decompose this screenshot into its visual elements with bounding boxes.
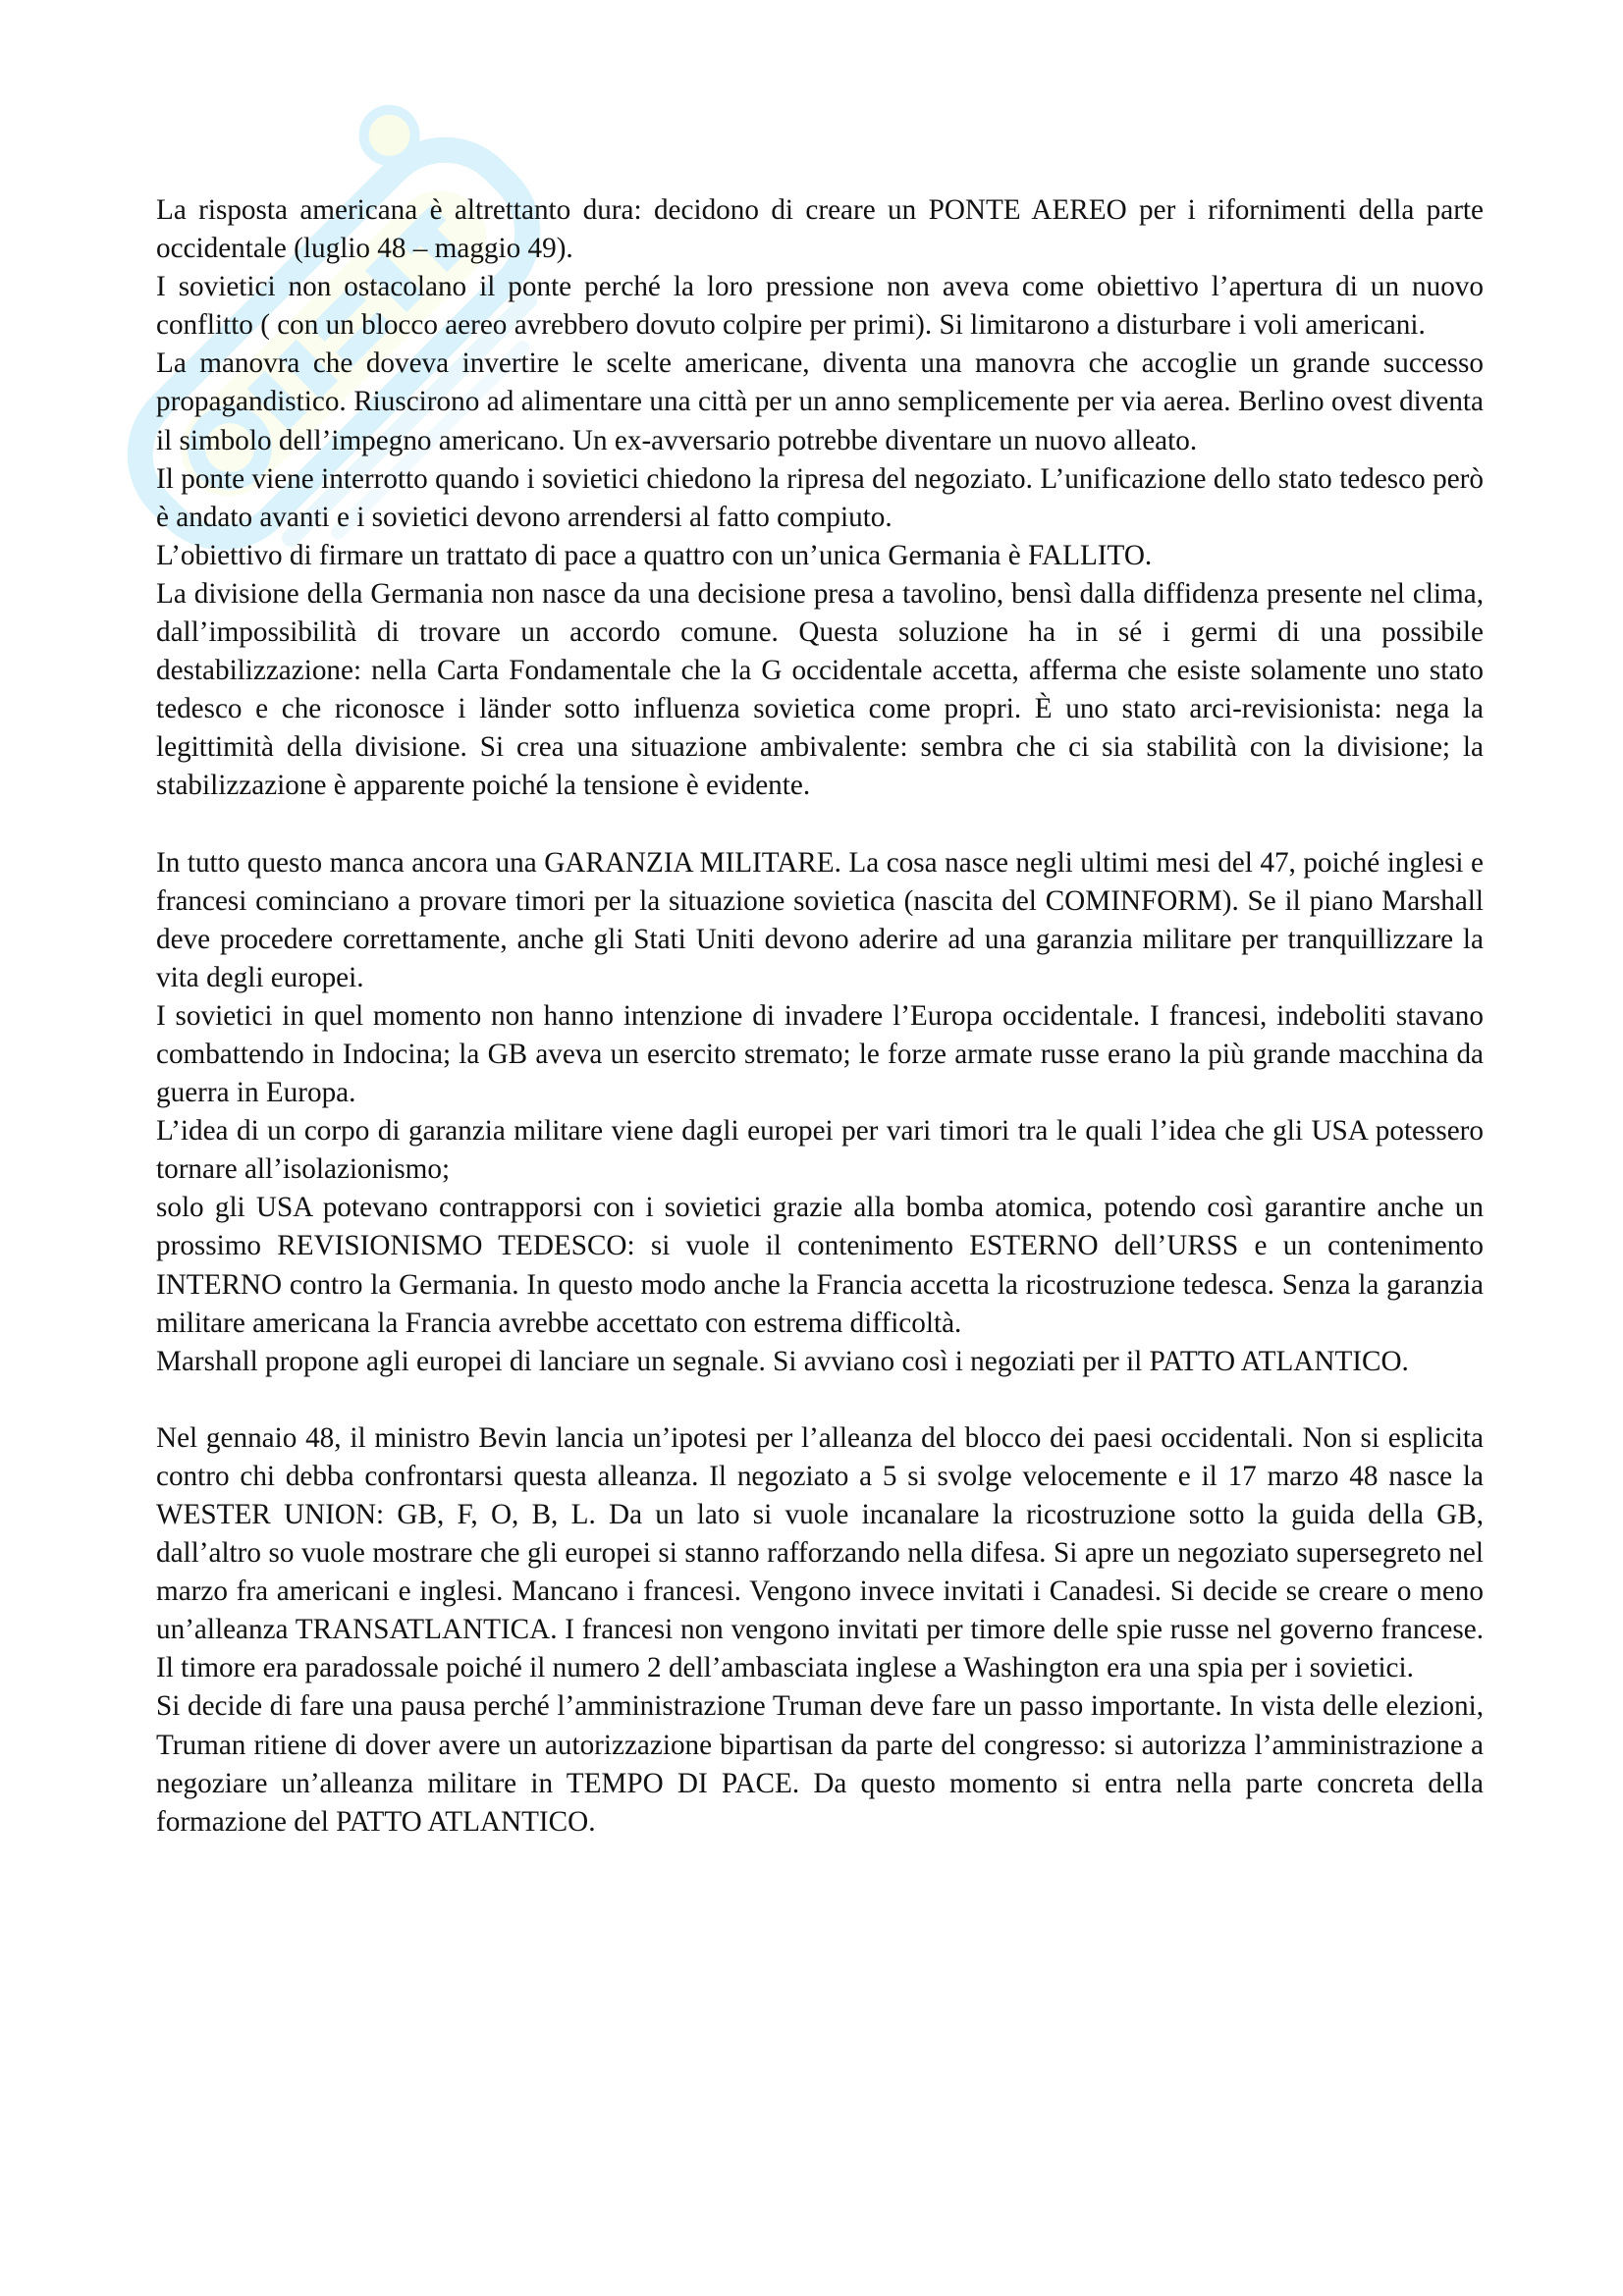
paragraph: L’idea di un corpo di garanzia militare viene dagli europei per vari timori tra le quali l’idea che gli USA potessero tornare all’isolazionismo; [156,1115,1484,1186]
paragraph: Si decide di fare una pausa perché l’amministrazione Truman deve fare un passo importante. In vista delle elezioni, Truman ritiene di dover avere un autorizzazione bipartisan da parte del congresso: si autorizza l’amministrazione a negoziare un’alleanza militare in TEMPO DI PACE. Da questo momento si entra nella parte concreta della formazione del PATTO ATLANTICO. [156,1690,1484,1838]
paragraph: Marshall propone agli europei di lanciare un segnale. Si avviano così i negoziati per il PATTO ATLANTICO. [156,1345,1409,1377]
paragraph: I sovietici non ostacolano il ponte perché la loro pressione non aveva come obiettivo l’apertura di un nuovo conflitto ( con un blocco aereo avrebbero dovuto colpire per primi). Si limitarono a disturbare i voli americani. [156,271,1484,342]
paragraph: Nel gennaio 48, il ministro Bevin lancia un’ipotesi per l’alleanza del blocco dei paesi occidentali. Non si esplicita contro chi debba confrontarsi questa alleanza. Il negoziato a 5 si svolge velocemente e il 17 marzo 48 nasce la WESTER UNION: GB, F, O, B, L. Da un lato si vuole incanalare la ricostruzione sotto la guida della GB, dall’altro so vuole mostrare che gli europei si stanno rafforzando nella difesa. Si apre un negoziato supersegreto nel marzo fra americani e inglesi. Mancano i francesi. Vengono invece invitati i Canadesi. Si decide se creare o meno un’alleanza TRANSATLANTICA. I francesi non vengono invitati per timore delle spie russe nel governo francese. Il timore era paradossale poiché il numero 2 dell’ambasciata inglese a Washington era una spia per i sovietici. [156,1421,1484,1684]
paragraph: solo gli USA potevano contrapporsi con i sovietici grazie alla bomba atomica, potendo così garantire anche un prossimo REVISIONISMO TEDESCO: si vuole il contenimento ESTERNO dell’URSS e un contenimento INTERNO contro la Germania. In questo modo anche la Francia accetta la ricostruzione tedesca. Senza la garanzia militare americana la Francia avrebbe accettato con estrema difficoltà. [156,1192,1484,1339]
document-body [156,191,1484,1842]
paragraph: I sovietici in quel momento non hanno intenzione di invadere l’Europa occidentale. I francesi, indeboliti stavano combattendo in Indocina; la GB aveva un esercito stremato; le forze armate russe erano la più grande macchina da guerra in Europa. [156,999,1484,1109]
paragraph: La risposta americana è altrettanto dura: decidono di creare un PONTE AEREO per i rifornimenti della parte occidentale (luglio 48 – maggio 49). [156,194,1484,265]
paragraph: La manovra che doveva invertire le scelte americane, diventa una manovra che accoglie un grande successo propagandistico. Riuscirono ad alimentare una città per un anno semplicemente per via aerea. Berlino ovest diventa il simbolo dell’impegno americano. Un ex-avversario potrebbe diventare un nuovo alleato. [156,347,1484,456]
paragraph: La divisione della Germania non nasce da una decisione presa a tavolino, bensì dalla diffidenza presente nel clima, dall’impossibilità di trovare un accordo comune. Questa soluzione ha in sé i germi di una possibile destabilizzazione: nella Carta Fondamentale che la G occidentale accetta, afferma che esiste solamente uno stato tedesco e che riconosce i länder sotto influenza sovietica come propri. È uno stato arci-revisionista: nega la legittimità della divisione. Si crea una situazione ambivalente: sembra che ci sia stabilità con la divisione; la stabilizzazione è apparente poiché la tensione è evidente. [156,577,1484,802]
paragraph: L’obiettivo di firmare un trattato di pace a quattro con un’unica Germania è FALLITO. [156,539,1153,571]
paragraph: In tutto questo manca ancora una GARANZIA MILITARE. La cosa nasce negli ultimi mesi del 47, poiché inglesi e francesi cominciano a provare timori per la situazione sovietica (nascita del COMINFORM). Se il piano Marshall deve procedere correttamente, anche gli Stati Uniti devono aderire ad una garanzia militare per tranquillizzare la vita degli europei. [156,846,1484,993]
paragraph: Il ponte viene interrotto quando i sovietici chiedono la ripresa del negoziato. L’unificazione dello stato tedesco però è andato avanti e i sovietici devono arrendersi al fatto compiuto. [156,462,1484,533]
